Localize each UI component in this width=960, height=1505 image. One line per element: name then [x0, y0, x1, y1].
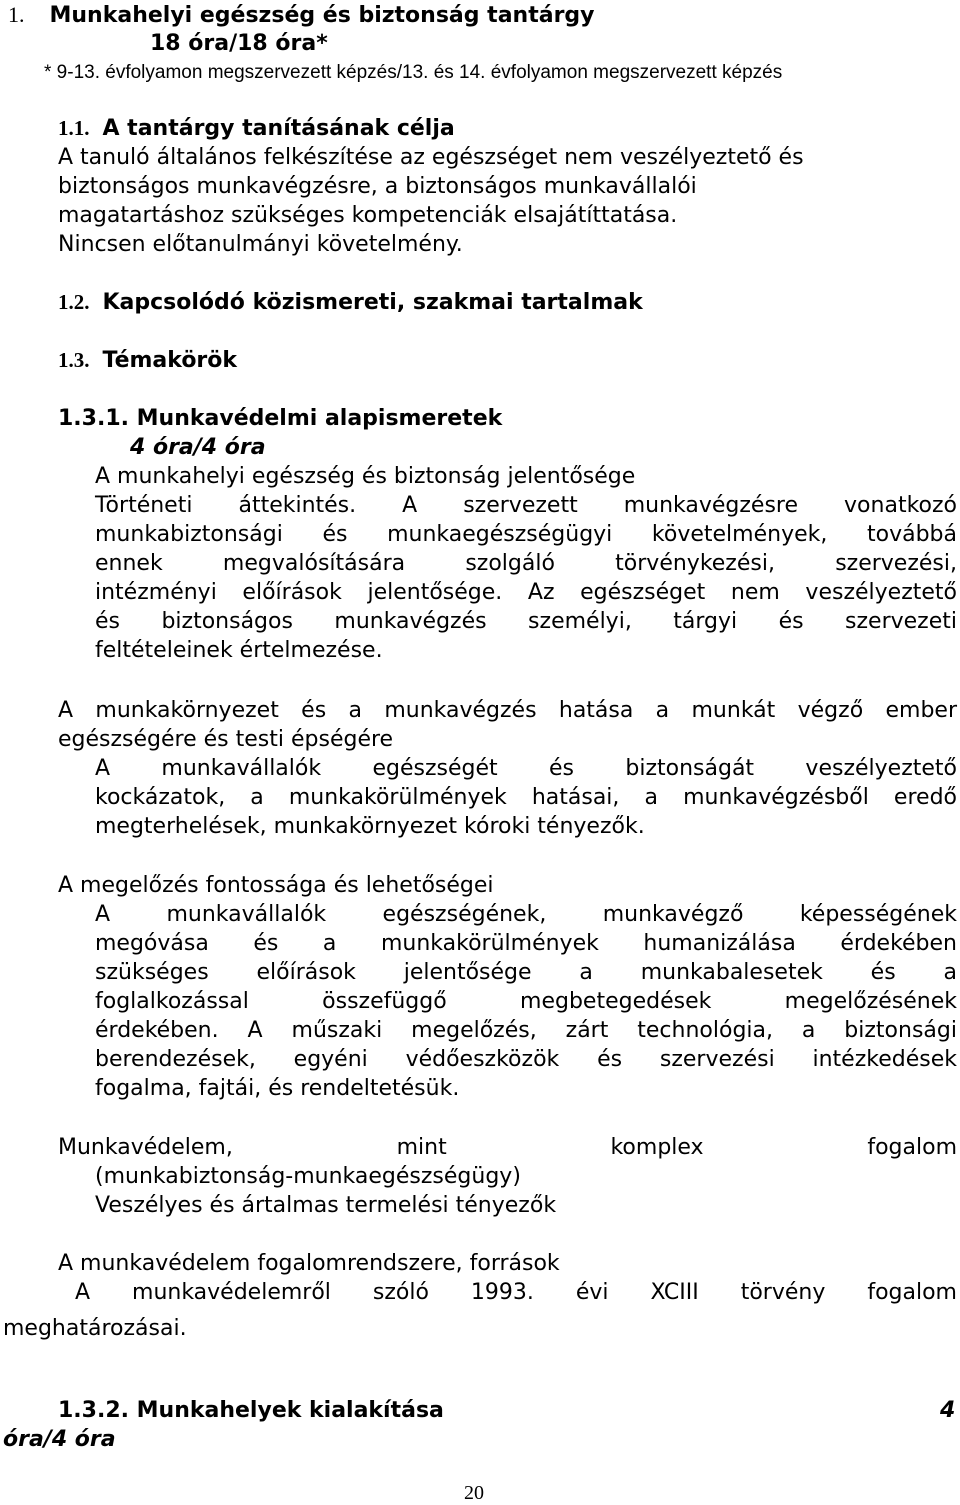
paragraph-line: Történeti áttekintés. A szervezett munkavégzésre vonatkozó: [95, 493, 957, 518]
paragraph-line: kockázatok, a munkakörülmények hatásai, a munkavégzésből eredő: [95, 785, 957, 810]
paragraph-line: és biztonságos munkavégzés személyi, tárgyi és szervezeti: [95, 609, 957, 634]
page-number: 20: [464, 1482, 484, 1504]
paragraph-line: meghatározásai.: [3, 1316, 187, 1341]
section-title-text: Munkahelyi egészség és biztonság tantárgy: [49, 3, 595, 28]
paragraph-line: megóvása és a munkakörülmények humanizálása érdekében: [95, 931, 957, 956]
heading-1-3-1-hours: 4 óra/4 óra: [130, 435, 266, 460]
heading-1-3-2: 1.3.2. Munkahelyek kialakítása: [58, 1398, 444, 1423]
paragraph-line: érdekében. A műszaki megelőzés, zárt technológia, a biztonsági: [95, 1018, 957, 1043]
subtopic-title: Munkavédelem, mint komplex fogalom: [58, 1135, 957, 1160]
paragraph-line: (munkabiztonság-munkaegészségügy): [95, 1164, 521, 1189]
paragraph-line: A munkavállalók egészségét és biztonságát veszélyeztető: [95, 756, 957, 781]
paragraph-line: A munkavállalók egészségének, munkavégző képességének: [95, 902, 957, 927]
heading-1-1-number: 1.1.: [58, 116, 90, 140]
section-hours: 18 óra/18 óra*: [150, 31, 328, 56]
section-title: [8, 0, 595, 30]
subtopic-title: egészségére és testi épségére: [58, 727, 394, 752]
paragraph-line: berendezések, egyéni védőeszközök és szervezési intézkedések: [95, 1047, 957, 1072]
paragraph-line: A munkavédelemről szóló 1993. évi XCIII törvény fogalom: [75, 1280, 957, 1305]
heading-1-3-text: Témakörök: [102, 348, 238, 373]
paragraph-line: munkabiztonsági és munkaegészségügyi követelmények, továbbá: [95, 522, 957, 547]
heading-1-1-text: A tantárgy tanításának célja: [102, 116, 455, 141]
heading-1-3-2-hours-b: óra/4 óra: [3, 1427, 116, 1452]
paragraph-line: feltételeinek értelmezése.: [95, 638, 383, 663]
subtopic-title: A munkahelyi egészség és biztonság jelentősége: [95, 464, 636, 489]
paragraph-line: ennek megvalósítására szolgáló törvénykezési, szervezési,: [95, 551, 957, 576]
heading-1-3: [58, 346, 237, 375]
heading-1-2: [58, 288, 643, 317]
paragraph-line: Veszélyes és ártalmas termelési tényezők: [95, 1193, 557, 1218]
heading-1-2-text: Kapcsolódó közismereti, szakmai tartalmak: [102, 290, 643, 315]
paragraph-line: foglalkozással összefüggő megbetegedések megelőzésének: [95, 989, 957, 1014]
heading-1-3-2-hours-a: 4: [940, 1398, 956, 1423]
paragraph-line: Nincsen előtanulmányi követelmény.: [58, 232, 463, 257]
section-footnote: * 9-13. évfolyamon megszervezett képzés/13. és 14. évfolyamon megszervezett képzés: [44, 62, 783, 83]
heading-1-3-number: 1.3.: [58, 348, 90, 372]
paragraph-line: magatartáshoz szükséges kompetenciák elsajátíttatása.: [58, 203, 678, 228]
paragraph-line: A tanuló általános felkészítése az egészséget nem veszélyeztető és: [58, 145, 804, 170]
paragraph-line: intézményi előírások jelentősége. Az egészséget nem veszélyeztető: [95, 580, 957, 605]
subtopic-title: A munkakörnyezet és a munkavégzés hatása a munkát végző ember: [58, 698, 957, 723]
heading-1-1: [58, 114, 455, 143]
subtopic-title: A munkavédelem fogalomrendszere, források: [58, 1251, 560, 1276]
paragraph-line: szükséges előírások jelentősége a munkabalesetek és a: [95, 960, 957, 985]
heading-1-3-1: 1.3.1. Munkavédelmi alapismeretek: [58, 406, 503, 431]
paragraph-line: megterhelések, munkakörnyezet kóroki tényezők.: [95, 814, 645, 839]
paragraph-line: fogalma, fajtái, és rendeltetésük.: [95, 1076, 460, 1101]
heading-1-2-number: 1.2.: [58, 290, 90, 314]
section-number: 1.: [8, 2, 25, 27]
paragraph-line: biztonságos munkavégzésre, a biztonságos munkavállalói: [58, 174, 697, 199]
subtopic-title: A megelőzés fontossága és lehetőségei: [58, 873, 494, 898]
